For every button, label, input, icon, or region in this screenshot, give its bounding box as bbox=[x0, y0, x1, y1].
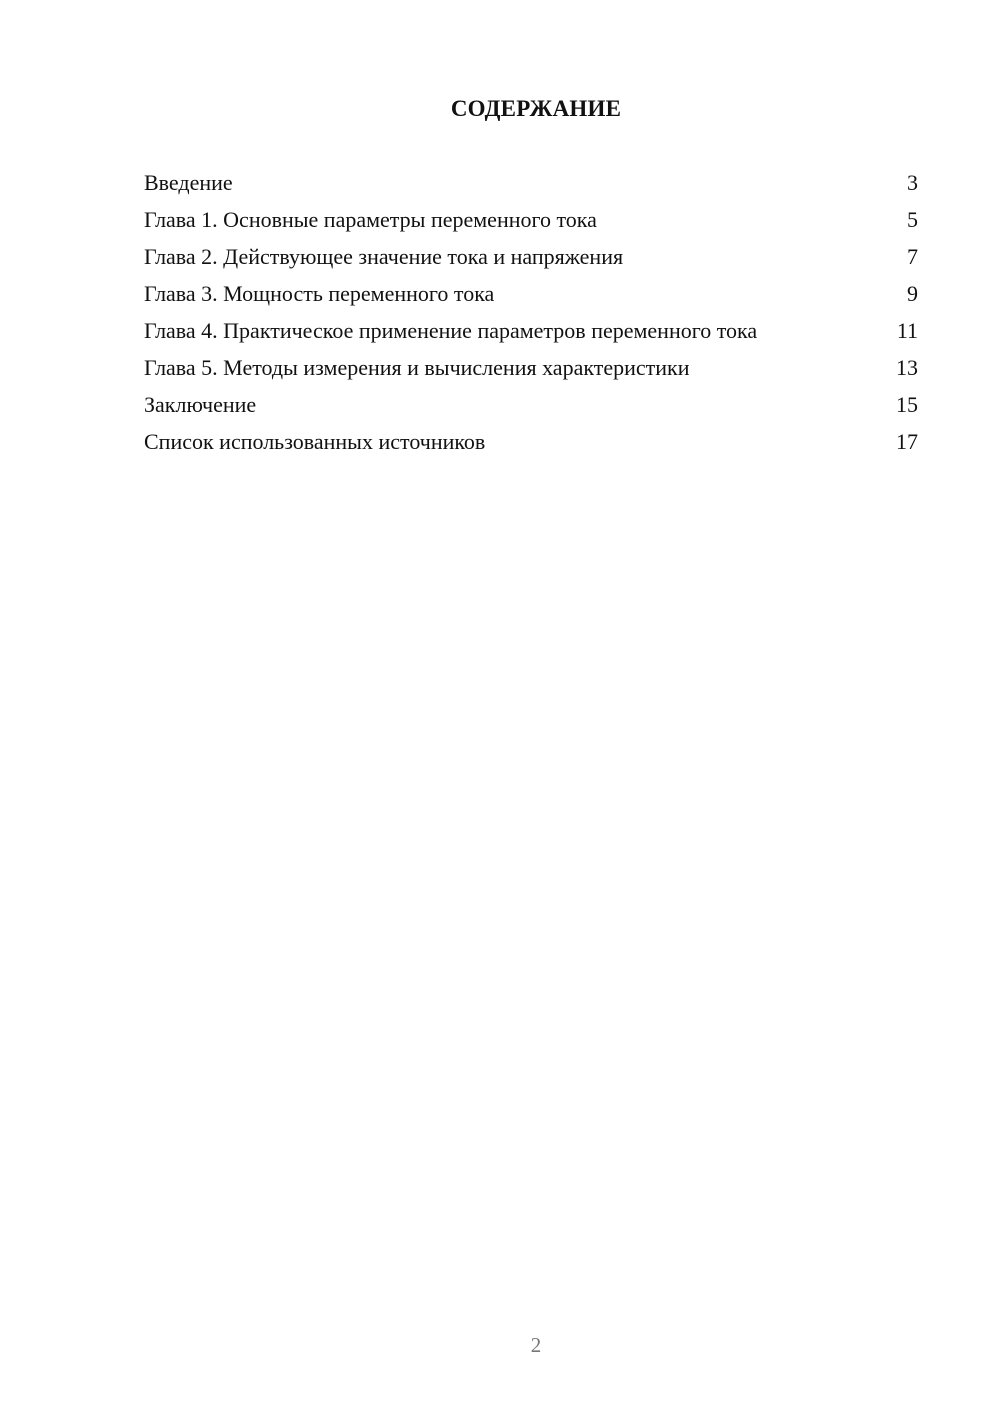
toc-entry-references[interactable] bbox=[144, 429, 918, 455]
toc-entry-page: 5 bbox=[907, 207, 918, 232]
toc-entry-page: 13 bbox=[896, 355, 918, 380]
toc-entry-label: Глава 1. Основные параметры переменного тока bbox=[144, 207, 597, 232]
toc-entry-page: 7 bbox=[907, 244, 918, 269]
toc-entry-chapter-3[interactable] bbox=[144, 281, 918, 307]
toc-entry-label: Глава 3. Мощность переменного тока bbox=[144, 281, 495, 306]
toc-entry-chapter-5[interactable] bbox=[144, 355, 918, 381]
page-number: 2 bbox=[530, 1333, 542, 1357]
toc-entry-introduction[interactable] bbox=[144, 170, 918, 196]
toc-entry-page: 15 bbox=[896, 392, 918, 417]
toc-entry-label: Глава 5. Методы измерения и вычисления характеристики bbox=[144, 355, 690, 380]
toc-entry-chapter-2[interactable] bbox=[144, 244, 918, 270]
toc-entry-page: 17 bbox=[896, 429, 918, 454]
toc-entry-label: Глава 2. Действующее значение тока и напряжения bbox=[144, 244, 624, 269]
table-of-contents bbox=[144, 170, 918, 466]
toc-entry-chapter-1[interactable] bbox=[144, 207, 918, 233]
page-title: СОДЕРЖАНИЕ bbox=[450, 96, 622, 121]
toc-entry-label: Введение bbox=[144, 170, 233, 195]
toc-entry-chapter-4[interactable] bbox=[144, 318, 918, 344]
toc-entry-page: 9 bbox=[907, 281, 918, 306]
toc-entry-conclusion[interactable] bbox=[144, 392, 918, 418]
toc-entry-page: 11 bbox=[896, 318, 918, 343]
toc-entry-label: Глава 4. Практическое применение параметров переменного тока bbox=[144, 318, 758, 343]
toc-entry-label: Заключение bbox=[144, 392, 257, 417]
toc-entry-label: Список использованных источников bbox=[144, 429, 486, 454]
toc-entry-page: 3 bbox=[907, 170, 918, 195]
